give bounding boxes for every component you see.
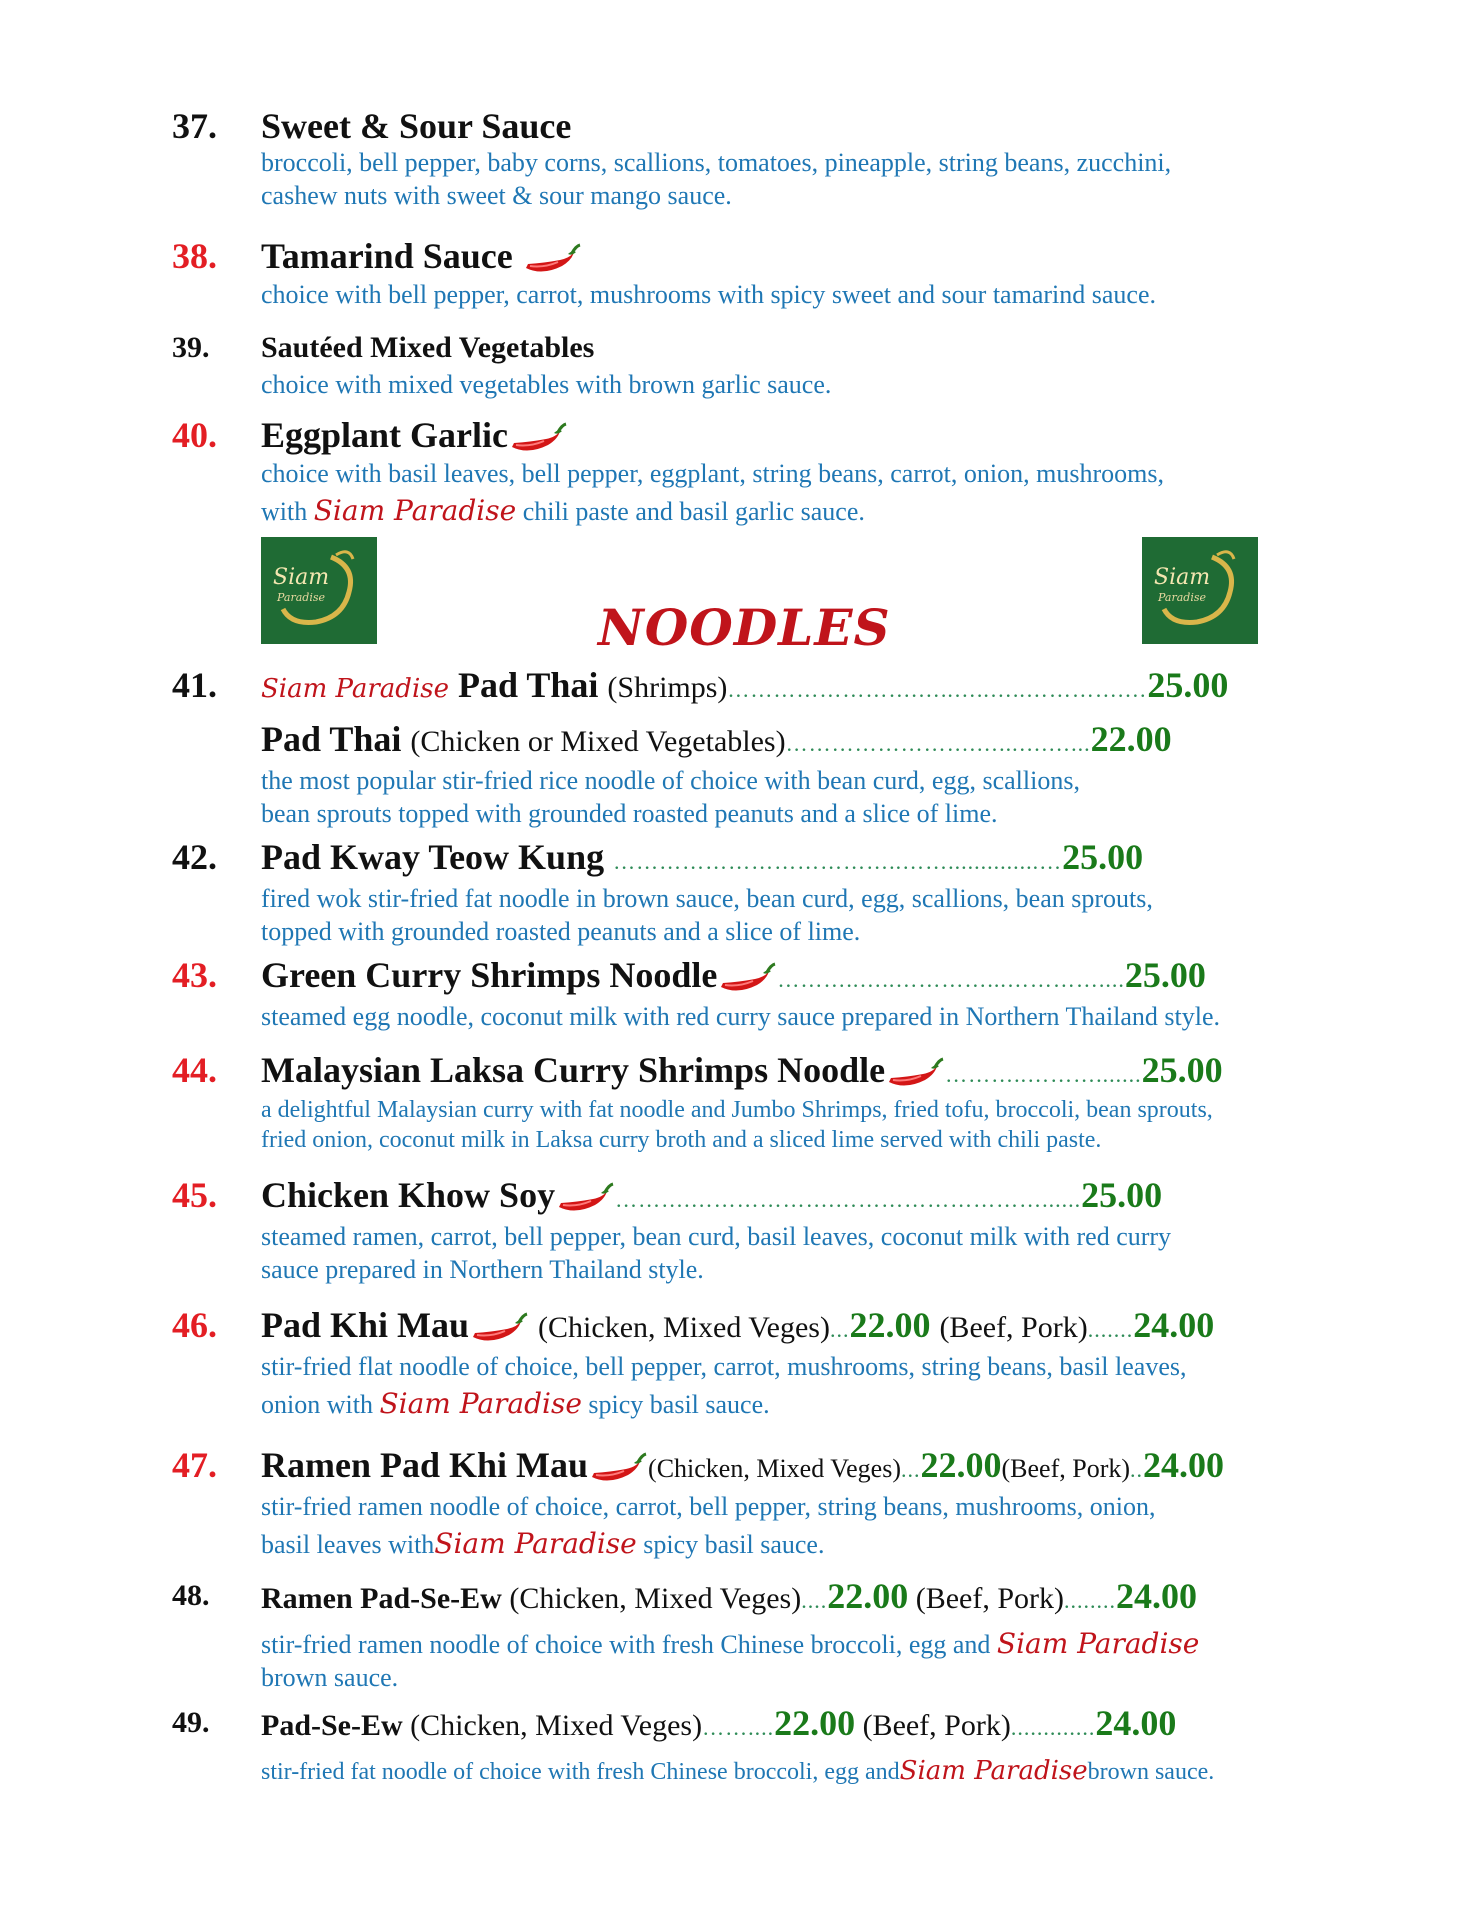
item-description: bean sprouts topped with grounded roasted peanuts and a slice of lime. <box>261 799 998 828</box>
item-number: 48. <box>172 1579 210 1612</box>
item-title: Malaysian Laksa Curry Shrimps Noodle <box>261 1050 886 1090</box>
item-price: 22.00 <box>827 1576 909 1616</box>
chili-pepper-icon <box>522 242 582 278</box>
item-option: (Chicken, Mixed Veges) <box>509 1582 802 1615</box>
leader-dots: …….... <box>702 1715 775 1740</box>
item-description: the most popular stir-fried rice noodle of choice with bean curd, egg, scallions, <box>261 766 1080 795</box>
item-description: chili paste and basil garlic sauce. <box>522 496 865 526</box>
item-description: stir-fried ramen noodle of choice, carrot, bell pepper, string beans, mushrooms, onion, <box>261 1492 1156 1521</box>
item-title: Pad Thai <box>261 719 402 759</box>
section-heading: NOODLES <box>598 598 891 657</box>
item-number: 38. <box>172 236 217 276</box>
item-price: 22.00 <box>849 1305 931 1345</box>
item-description: spicy basil sauce. <box>588 1390 770 1419</box>
item-price: 25.00 <box>1147 665 1229 705</box>
item-number: 43. <box>172 955 217 995</box>
item-description: stir-fried fat noodle of choice with fresh Chinese broccoli, egg and <box>261 1759 900 1785</box>
brand-name: Siam Paradise <box>313 493 517 527</box>
item-title: Ramen Pad-Se-Ew <box>261 1582 502 1615</box>
leader-dots: ………………………………..……..............… <box>613 849 1063 874</box>
chili-pepper-icon <box>588 1451 648 1487</box>
logo-subtext: Paradise <box>1158 591 1206 604</box>
item-number: 47. <box>172 1445 217 1485</box>
item-description: choice with basil leaves, bell pepper, eggplant, string beans, carrot, onion, mushrooms, <box>261 458 1164 488</box>
item-description: steamed ramen, carrot, bell pepper, bean curd, basil leaves, coconut milk with red curry <box>261 1222 1172 1251</box>
item-description: stir-fried ramen noodle of choice with fresh Chinese broccoli, egg and <box>261 1630 991 1659</box>
leader-dots: ....... <box>1087 1317 1134 1342</box>
item-description: choice with mixed vegetables with brown garlic sauce. <box>261 370 832 399</box>
item-title: Pad Khi Mau <box>261 1305 470 1345</box>
brand-name: Siam Paradise <box>996 1627 1200 1660</box>
item-option: (Chicken, Mixed Veges) <box>410 1709 703 1742</box>
brand-name: Siam Paradise <box>379 1387 582 1420</box>
brand-name: Siam Paradise <box>899 1756 1088 1786</box>
item-number: 37. <box>172 106 217 146</box>
item-description: brown sauce. <box>261 1663 399 1692</box>
chili-pepper-icon <box>469 1311 529 1347</box>
item-description: cashew nuts with sweet & sour mango sauce. <box>261 181 732 210</box>
item-title: Eggplant Garlic <box>261 415 509 455</box>
leader-dots: ... <box>901 1457 921 1482</box>
item-number: 46. <box>172 1305 217 1345</box>
siam-paradise-logo <box>1142 537 1258 644</box>
siam-paradise-logo <box>261 537 377 644</box>
brand-name: Siam Paradise <box>261 674 449 704</box>
item-description: steamed egg noodle, coconut milk with red curry sauce prepared in Northern Thailand style. <box>261 1002 1221 1031</box>
item-description: spicy basil sauce. <box>643 1530 825 1559</box>
item-price: 24.00 <box>1095 1703 1177 1743</box>
leader-dots: …………………….…...….…... <box>785 731 1091 756</box>
item-price: 22.00 <box>1090 719 1172 759</box>
item-description: onion with <box>261 1390 373 1419</box>
item-description: fried onion, coconut milk in Laksa curry broth and a sliced lime served with chili paste. <box>261 1127 1102 1153</box>
item-price: 22.00 <box>774 1703 856 1743</box>
item-price: 25.00 <box>1081 1175 1163 1215</box>
item-price: 25.00 <box>1062 837 1144 877</box>
item-description: topped with grounded roasted peanuts and a slice of lime. <box>261 917 861 946</box>
logo-text: Siam <box>273 565 330 590</box>
item-title: Pad Kway Teow Kung <box>261 837 605 877</box>
item-description: basil leaves with <box>261 1530 435 1559</box>
item-price: 24.00 <box>1143 1445 1225 1485</box>
chili-pepper-icon <box>717 961 777 997</box>
item-price: 25.00 <box>1124 955 1206 995</box>
item-title: Tamarind Sauce <box>261 236 513 276</box>
leader-dots: ........ <box>1064 1588 1117 1613</box>
item-number: 39. <box>172 331 210 364</box>
item-description: a delightful Malaysian curry with fat noodle and Jumbo Shrimps, fried tofu, broccoli, bean sprouts, <box>261 1097 1213 1123</box>
chili-pepper-icon <box>885 1056 945 1092</box>
logo-text: Siam <box>1154 565 1211 590</box>
item-number: 45. <box>172 1175 217 1215</box>
item-title: Green Curry Shrimps Noodle <box>261 955 718 995</box>
item-description: with <box>261 496 308 526</box>
item-number: 40. <box>172 415 217 455</box>
item-description: sauce prepared in Northern Thailand style. <box>261 1255 704 1284</box>
leader-dots: .... <box>801 1588 828 1613</box>
item-number: 41. <box>172 665 217 705</box>
item-description: brown sauce. <box>1087 1759 1215 1785</box>
item-option: (Beef, Pork) <box>939 1311 1088 1344</box>
leader-dots: ………..………....... <box>945 1062 1142 1087</box>
item-price: 25.00 <box>1141 1050 1223 1090</box>
item-title: Pad-Se-Ew <box>261 1709 403 1742</box>
leader-dots: ... <box>829 1317 850 1342</box>
item-option: (Beef, Pork) <box>915 1582 1065 1615</box>
item-price: 24.00 <box>1116 1576 1198 1616</box>
item-price: 22.00 <box>920 1445 1002 1485</box>
item-description: broccoli, bell pepper, baby corns, scallions, tomatoes, pineapple, string beans, zucchini, <box>261 148 1172 177</box>
item-description: choice with bell pepper, carrot, mushrooms with spicy sweet and sour tamarind sauce. <box>261 279 1156 309</box>
item-option: (Chicken or Mixed Vegetables) <box>410 725 786 758</box>
item-option: (Shrimps) <box>607 671 728 704</box>
item-option: (Beef, Pork) <box>862 1709 1011 1742</box>
leader-dots: …………………….…..…..…..………….… <box>727 677 1148 702</box>
item-title: Sweet & Sour Sauce <box>261 106 572 146</box>
leader-dots: ……….……………….………………………...... <box>615 1187 1082 1212</box>
item-title: Ramen Pad Khi Mau <box>261 1445 589 1485</box>
item-title: Chicken Khow Soy <box>261 1175 556 1215</box>
chili-pepper-icon <box>555 1181 615 1217</box>
chili-pepper-icon <box>508 421 568 457</box>
item-description: stir-fried flat noodle of choice, bell pepper, carrot, mushrooms, string beans, basil leaves, <box>261 1352 1187 1381</box>
item-number: 44. <box>172 1050 217 1090</box>
item-title: Pad Thai <box>458 665 599 705</box>
item-option: (Chicken, Mixed Veges) <box>648 1454 901 1483</box>
leader-dots: ............. <box>1010 1715 1096 1740</box>
brand-name: Siam Paradise <box>434 1527 637 1560</box>
logo-subtext: Paradise <box>277 591 325 604</box>
item-option: (Beef, Pork) <box>1001 1454 1131 1483</box>
item-description: fired wok stir-fried fat noodle in brown sauce, bean curd, egg, scallions, bean sprouts, <box>261 884 1153 913</box>
leader-dots: .. <box>1130 1457 1144 1482</box>
item-title: Sautéed Mixed Vegetables <box>261 331 595 364</box>
item-number: 42. <box>172 837 217 877</box>
item-price: 24.00 <box>1133 1305 1215 1345</box>
item-option: (Chicken, Mixed Veges) <box>538 1311 830 1344</box>
item-number: 49. <box>172 1706 210 1739</box>
leader-dots: ………..…..…………...………….... <box>777 967 1125 992</box>
